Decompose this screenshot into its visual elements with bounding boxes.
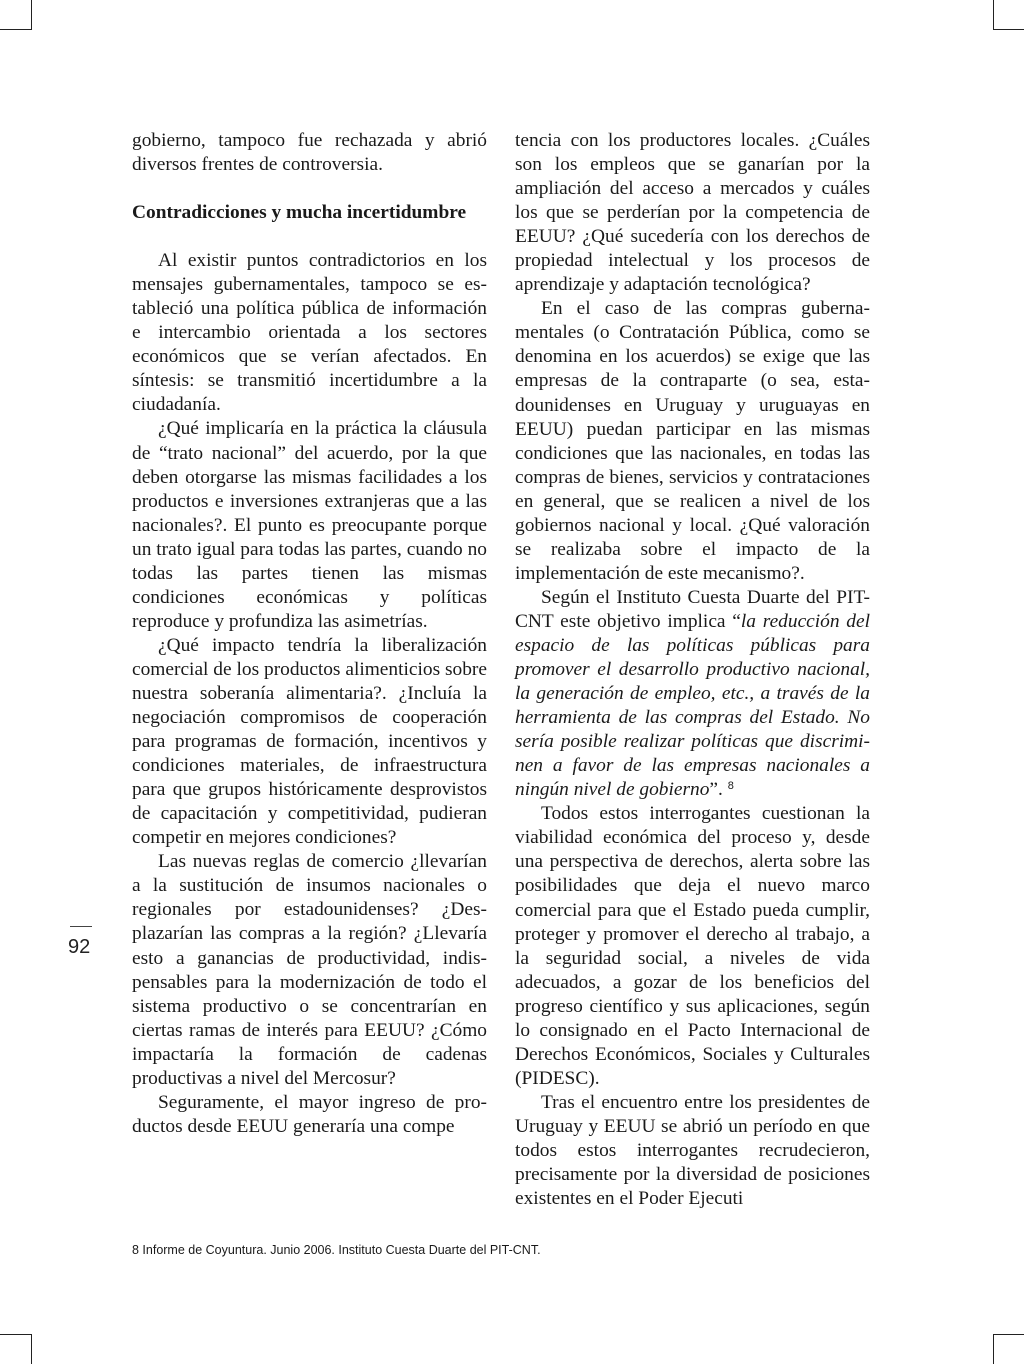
left-column — [132, 129, 487, 1139]
crop-mark — [993, 0, 994, 30]
paragraph-with-quote — [515, 586, 870, 802]
quote-close: ”. — [709, 779, 728, 801]
quote-lead: Según el Instituto Cuesta Duarte del PIT-CNT este objetivo implica “ — [515, 586, 870, 632]
paragraph: Tras el encuentro entre los presidentes de Uruguay y EEUU se abrió un período en que todos estos interrogantes recrudecieron, precisamente por la diversidad de posiciones existentes en el Poder Ejecuti — [515, 1091, 870, 1210]
section-heading: Contradicciones y mucha incertidumbre — [132, 202, 467, 224]
quote-text: la reducción del espacio de las políticas públicas para promover el desarrollo productivo nacional, la generación de empleo, etc., a través de la herramienta de las compras del Estado. No sería posible realizar políticas que discriminen a favor de las empresas nacionales a ningún nivel de gobierno — [515, 610, 870, 801]
crop-mark — [31, 1334, 32, 1364]
crop-mark — [993, 1334, 1024, 1335]
crop-mark — [0, 29, 31, 30]
paragraph: ¿Qué impacto tendría la liberalización comercial de los productos alimenticios sobre nuestra soberanía alimentaria?. ¿Incluía la negociación compromisos de cooperación para programas de formación, incentivos y condiciones materiales, de infraestructura para que grupos históricamente desprovistos de capacitación y competitividad, pudieran competir en mejores condiciones? — [132, 634, 487, 849]
paragraph: Las nuevas reglas de comercio ¿llevarían a la sustitución de insumos nacionales o regionales por estadounidenses? ¿Desplazarían las compras a la región? ¿Llevaría esto a ganancias de productividad, indispensables para la modernización de todo el sistema productivo o se concentrarían en ciertas ramas de interés para EEUU? ¿Cómo impactaría la formación de cadenas productivas a nivel del Mercosur? — [132, 851, 487, 1089]
paragraph: Seguramente, el mayor ingreso de productos desde EEUU generaría una compe — [132, 1091, 487, 1137]
paragraph: gobierno, tampoco fue rechazada y abrió diversos frentes de controversia. — [132, 130, 487, 176]
paragraph: En el caso de las compras gubernamentales (o Contratación Pública, como se denomina en los acuerdos) se exige que las empresas de la contraparte (o sea, estadounidenses en Uruguay y uruguayas en EEUU) puedan participar en las mismas condiciones que las nacionales, en todas las compras de bienes, servicios y contrataciones en general, que se realicen a nivel de los gobiernos nacional y local. ¿Qué valoración se realizaba sobre el impacto de la implementación de este mecanismo?. — [515, 298, 870, 584]
crop-mark — [993, 29, 1024, 30]
footnote-reference[interactable]: 8 — [727, 780, 734, 793]
page-number-rule — [70, 926, 92, 927]
paragraph: Todos estos interrogantes cuestionan la viabilidad económica del proceso y, desde una perspectiva de derechos, alerta sobre las posibilidades que deja el nuevo marco comercial para que el Estado pueda cumplir, proteger y promover el derecho al trabajo, a la seguridad social, a niveles de vida adecuados, a gozar de los beneficios del progreso científico y sus aplicaciones, según lo consignado en el Pacto Internacional de Derechos Económicos, Sociales y Culturales (PIDESC). — [515, 803, 870, 1089]
crop-mark — [31, 0, 32, 30]
crop-mark — [993, 1334, 994, 1364]
page-number: 92 — [68, 936, 91, 958]
crop-mark — [0, 1334, 31, 1335]
right-column — [515, 129, 870, 1211]
paragraph: ¿Qué implicaría en la práctica la cláusula de “trato nacional” del acuerdo, por la que deben otorgarse las mismas facilidades a los productos e inversiones extranjeras que a las nacionales?. El punto es preocupante porque un trato igual para todas las partes, cuando no todas las partes tienen las mismas condiciones económicas y políticas reproduce y profundiza las asimetrías. — [132, 418, 487, 632]
paragraph: tencia con los productores locales. ¿Cuáles son los empleos que se ganarían por la ampliación del acceso a mercados y cuáles los que se perderían por la competencia de EEUU? ¿Qué sucedería con los derechos de propiedad intelectual y los procesos de aprendizaje y adaptación tecnológica? — [515, 130, 870, 296]
footnote: 8 Informe de Coyuntura. Junio 2006. Instituto Cuesta Duarte del PIT-CNT. — [132, 1243, 541, 1257]
paragraph: Al existir puntos contradictorios en los mensajes gubernamentales, tampoco se estableció una política pública de información e intercambio orientada a los sectores económicos que se verían afectados. En síntesis: se transmitió incertidumbre a la ciudadanía. — [132, 250, 487, 416]
